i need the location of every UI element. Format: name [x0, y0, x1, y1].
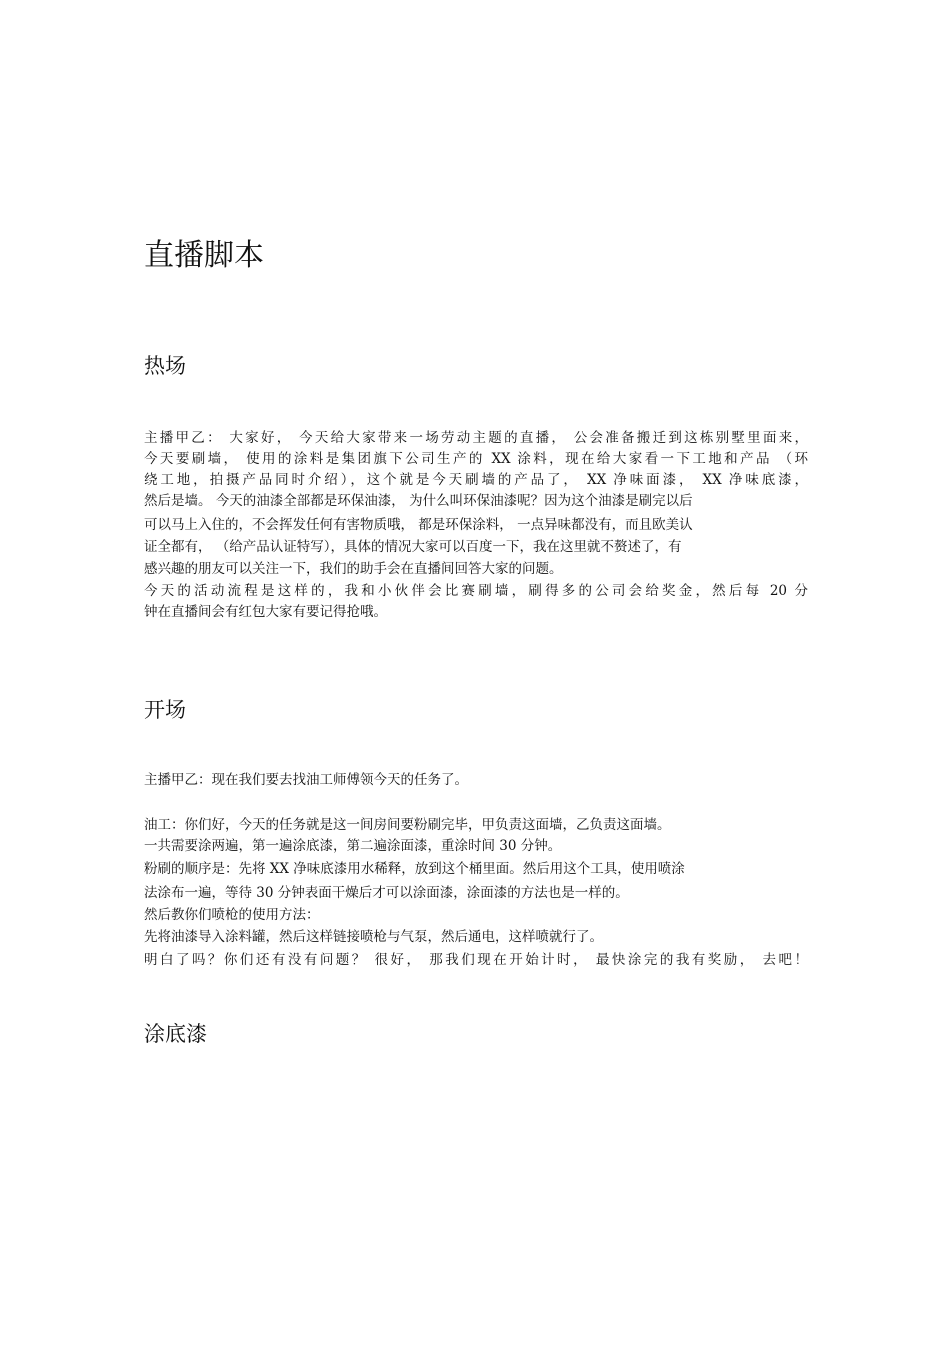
- paragraph-line: 然后教你们喷枪的使用方法：: [144, 907, 320, 923]
- paragraph-line: 主播甲乙： 大家好， 今天给大家带来一场劳动主题的直播， 公会准备搬迁到这栋别墅里面来，: [144, 430, 808, 446]
- paragraph-line: 油工：你们好，今天的任务就是这一间房间要粉刷完毕，甲负责这面墙，乙负责这面墙。: [144, 817, 671, 833]
- paragraph-line: 法涂布一遍，等待 30 分钟表面干燥后才可以涂面漆，涂面漆的方法也是一样的。: [144, 885, 629, 901]
- paragraph-line: 证全都有， （给产品认证特写），具体的情况大家可以百度一下，我在这里就不赘述了，有: [144, 539, 682, 555]
- paragraph-line: 主播甲乙：现在我们要去找油工师傅领今天的任务了。: [144, 772, 468, 788]
- section-heading-primer: 涂底漆: [144, 1022, 207, 1046]
- paragraph-line: 可以马上入住的，不会挥发任何有害物质哦， 都是环保涂料， 一点异味都没有，而且欧美认: [144, 517, 693, 533]
- paragraph-line: 明白了吗？你们还有没有问题？ 很好， 那我们现在开始计时， 最快涂完的我有奖励， 去吧！: [144, 952, 808, 968]
- section-heading-warmup: 热场: [144, 354, 186, 378]
- paragraph-line: 感兴趣的朋友可以关注一下，我们的助手会在直播间回答大家的问题。: [144, 561, 563, 577]
- paragraph-line: 绕工地，拍摄产品同时介绍），这个就是今天刷墙的产品了， XX 净味面漆， XX 净味底漆，: [144, 472, 808, 488]
- paragraph-line: 然后是墙。 今天的油漆全部都是环保油漆， 为什么叫环保油漆呢？因为这个油漆是刷完以后: [144, 493, 693, 509]
- paragraph-line: 粉刷的顺序是：先将 XX 净味底漆用水稀释，放到这个桶里面。然后用这个工具，使用喷涂: [144, 861, 685, 877]
- section-heading-opening: 开场: [144, 698, 186, 722]
- paragraph-line: 先将油漆导入涂料罐，然后这样链接喷枪与气泵，然后通电，这样喷就行了。: [144, 929, 603, 945]
- paragraph-line: 今天的活动流程是这样的，我和小伙伴会比赛刷墙，刷得多的公司会给奖金，然后每 20 分: [144, 583, 808, 599]
- paragraph-line: 钟在直播间会有红包大家有要记得抢哦。: [144, 604, 387, 620]
- paragraph-line: 今天要刷墙， 使用的涂料是集团旗下公司生产的 XX 涂料，现在给大家看一下工地和产品 （环: [144, 451, 808, 467]
- document-title: 直播脚本: [144, 238, 264, 273]
- paragraph-line: 一共需要涂两遍，第一遍涂底漆，第二遍涂面漆，重涂时间 30 分钟。: [144, 838, 562, 854]
